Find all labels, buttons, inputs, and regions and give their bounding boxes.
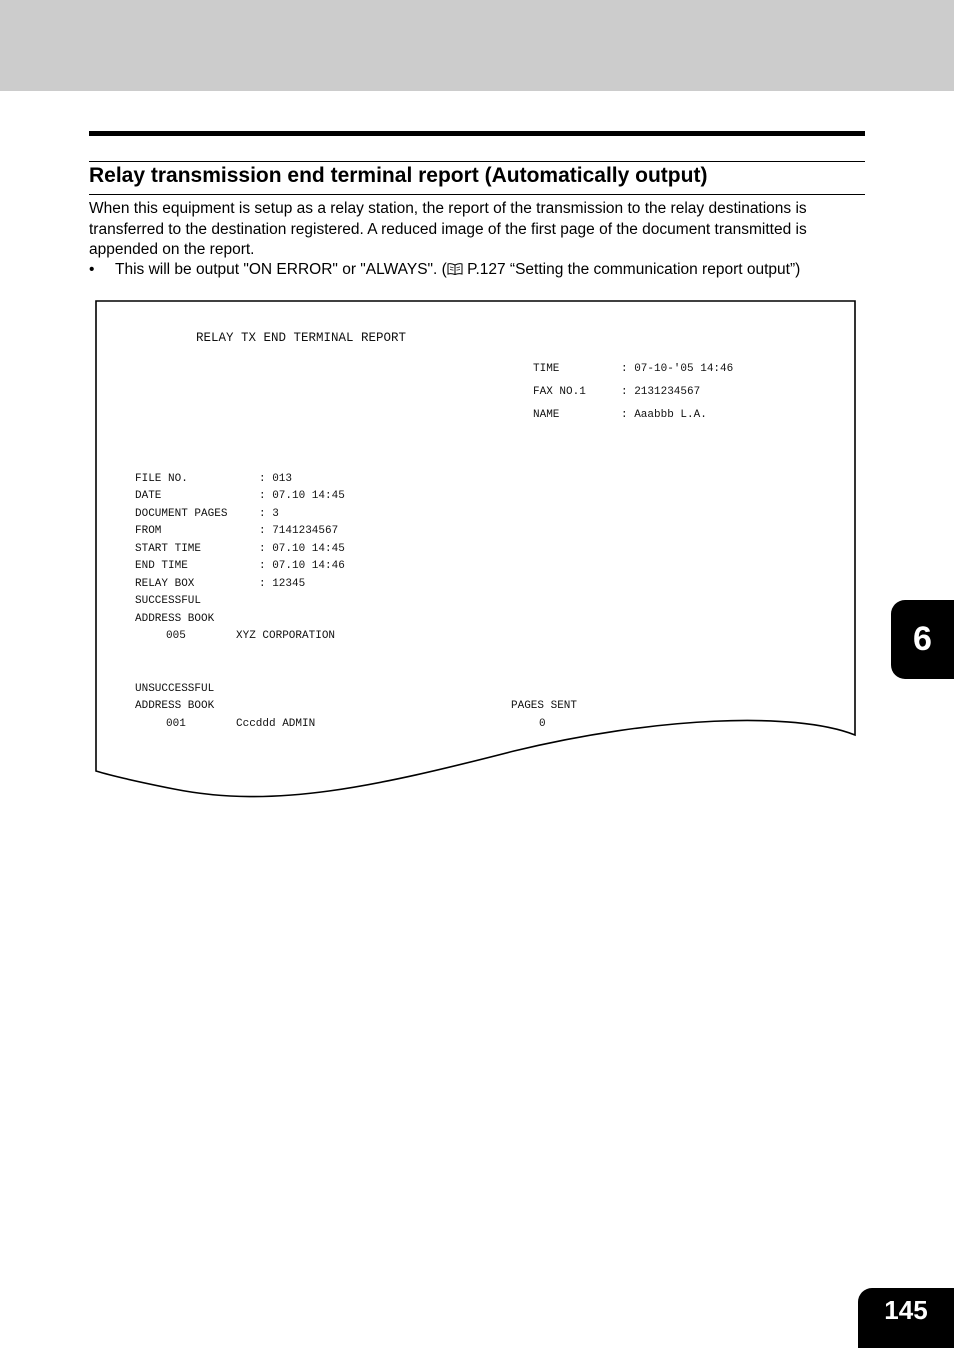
unsuccessful-subheading: ADDRESS BOOK xyxy=(135,700,215,712)
unsuccessful-entry-pages: 0 xyxy=(539,718,546,730)
field-value: : 07.10 14:45 xyxy=(259,490,345,502)
book-icon xyxy=(447,262,463,275)
header-value-name: : Aaabbb L.A. xyxy=(621,409,707,421)
field-value: : 07.10 14:46 xyxy=(259,560,345,572)
pages-sent-header: PAGES SENT xyxy=(511,700,578,712)
bullet-symbol: • xyxy=(89,261,95,278)
bullet-text-before: This will be output "ON ERROR" or "ALWAYS". ( xyxy=(115,261,447,278)
title-rule-top xyxy=(89,161,865,162)
unsuccessful-entry-name: Cccddd ADMIN xyxy=(236,718,316,730)
description-paragraph: When this equipment is setup as a relay station, the report of the transmission to the relay destinations is transferred to the destination registered. A reduced image of the first page of the document transmitted is appended on the report. xyxy=(89,200,807,258)
field-value: : 07.10 14:45 xyxy=(259,543,345,555)
header-label-name: NAME xyxy=(533,409,560,421)
field-value: : 12345 xyxy=(259,578,306,590)
unsuccessful-entry-id: 001 xyxy=(166,718,186,730)
field-label: START TIME xyxy=(135,543,202,555)
title-rule-bottom xyxy=(89,194,865,195)
header-band xyxy=(0,0,954,91)
field-value: : 3 xyxy=(259,508,279,520)
field-label: RELAY BOX xyxy=(135,578,195,590)
successful-heading: SUCCESSFUL xyxy=(135,595,202,607)
report-paper-outline xyxy=(94,299,858,801)
bullet-text-after: P.127 “Setting the communication report output”) xyxy=(462,261,801,278)
section-divider xyxy=(89,131,865,136)
report-title: RELAY TX END TERMINAL REPORT xyxy=(196,331,407,345)
successful-entry-id: 005 xyxy=(166,630,186,642)
field-label: FROM xyxy=(135,525,162,537)
field-label: FILE NO. xyxy=(135,473,188,485)
header-value-fax: : 2131234567 xyxy=(621,386,701,398)
header-value-time: : 07-10-'05 14:46 xyxy=(621,363,734,375)
field-value: : 013 xyxy=(259,473,293,485)
header-label-fax: FAX NO.1 xyxy=(533,386,586,398)
page-number: 145 xyxy=(858,1288,954,1348)
field-label: DOCUMENT PAGES xyxy=(135,508,228,520)
successful-entry-name: XYZ CORPORATION xyxy=(236,630,336,642)
section-title: Relay transmission end terminal report (Automatically output) xyxy=(89,164,708,187)
header-label-time: TIME xyxy=(533,363,560,375)
bullet-item xyxy=(89,260,865,281)
successful-subheading: ADDRESS BOOK xyxy=(135,613,215,625)
field-value: : 7141234567 xyxy=(259,525,339,537)
chapter-tab: 6 xyxy=(891,600,954,679)
field-label: DATE xyxy=(135,490,162,502)
unsuccessful-heading: UNSUCCESSFUL xyxy=(135,683,215,695)
field-label: END TIME xyxy=(135,560,188,572)
